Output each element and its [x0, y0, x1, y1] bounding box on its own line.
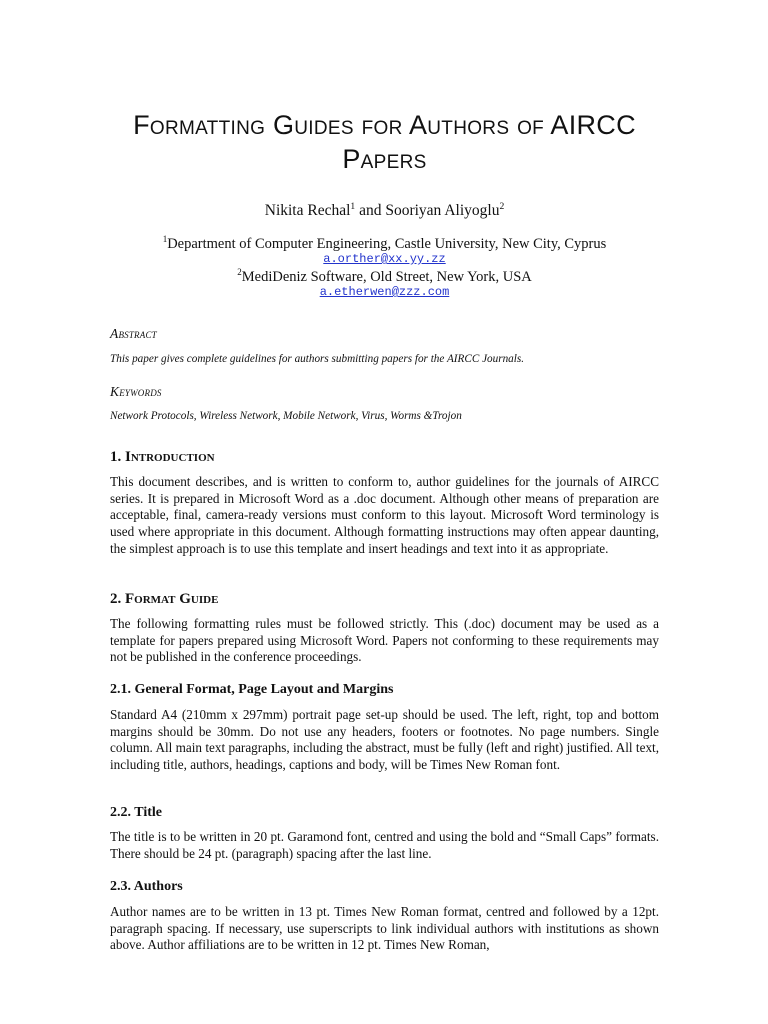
paragraph-authors: Author names are to be written in 13 pt. Times New Roman format, centred and followed by a 12pt. paragraph spacing. If necessary, use superscripts to link individual authors with institutions as shown above. Author affiliations are to be written in 12 pt. Times New Roman, — [110, 904, 659, 953]
affiliation-2 — [110, 269, 659, 285]
abstract-text: This paper gives complete guidelines for authors submitting papers for the AIRCC Journals. — [110, 353, 525, 365]
author-conjunction: and — [355, 202, 386, 219]
author-superscript: 1 — [350, 200, 356, 212]
paragraph-general-format: Standard A4 (210mm x 297mm) portrait page set-up should be used. The left, right, top and bottom margins should be 30mm. Do not use any headers, footers or footnotes. No page numbers. Single column. All main text paragraphs, including the abstract, must be fully (left and right) justified. All text, including title, authors, headings, captions and body, will be Times New Roman font. — [110, 707, 659, 773]
paragraph-format-guide: The following formatting rules must be followed strictly. This (.doc) document may be used as a template for papers prepared using Microsoft Word. Papers not conforming to these requirements may not be published in the conference proceedings. — [110, 616, 659, 665]
author-name: Sooriyan Aliyoglu — [385, 202, 500, 219]
section-heading-introduction: 1. Introduction — [110, 449, 215, 465]
paragraph-title: The title is to be written in 20 pt. Garamond font, centred and using the bold and “Small Caps” formats. There should be 24 pt. (paragraph) spacing after the last line. — [110, 829, 659, 861]
affiliation-text: Department of Computer Engineering, Castle University, New City, Cyprus — [167, 236, 607, 252]
section-heading-format-guide: 2. Format Guide — [110, 591, 219, 607]
author-name: Nikita Rechal — [264, 202, 351, 219]
paper-title-line-2: Papers — [342, 144, 427, 174]
keywords-text: Network Protocols, Wireless Network, Mobile Network, Virus, Worms &Trojon — [110, 410, 462, 422]
abstract-heading: Abstract — [110, 326, 157, 341]
email-link-1[interactable]: a.orther@xx.yy.zz — [323, 252, 446, 266]
affiliation-superscript: 2 — [237, 267, 242, 278]
author-superscript: 2 — [499, 200, 505, 212]
subsection-heading-title: 2.2. Title — [110, 805, 162, 820]
subsection-heading-general-format: 2.1. General Format, Page Layout and Margins — [110, 682, 394, 697]
email-link-2[interactable]: a.etherwen@zzz.com — [319, 285, 450, 299]
paper-title — [110, 108, 659, 176]
paragraph-introduction: This document describes, and is written to conform to, author guidelines for the journals of AIRCC series. It is prepared in Microsoft Word as a .doc document. Although other means of preparation are acceptable, final, camera-ready versions must conform to this layout. Microsoft Word terminology is used where appropriate in this document. Although formatting instructions may often appear daunting, the simplest approach is to use this template and insert headings and text into it as appropriate. — [110, 474, 659, 556]
keywords-heading: Keywords — [110, 384, 162, 399]
author-list — [110, 202, 659, 220]
affiliation-text: MediDeniz Software, Old Street, New York, USA — [241, 269, 532, 285]
paper-title-line-1: Formatting Guides for Authors of AIRCC — [133, 110, 636, 140]
subsection-heading-authors: 2.3. Authors — [110, 879, 183, 894]
affiliation-superscript: 1 — [162, 234, 168, 245]
affiliation-1 — [110, 236, 659, 252]
